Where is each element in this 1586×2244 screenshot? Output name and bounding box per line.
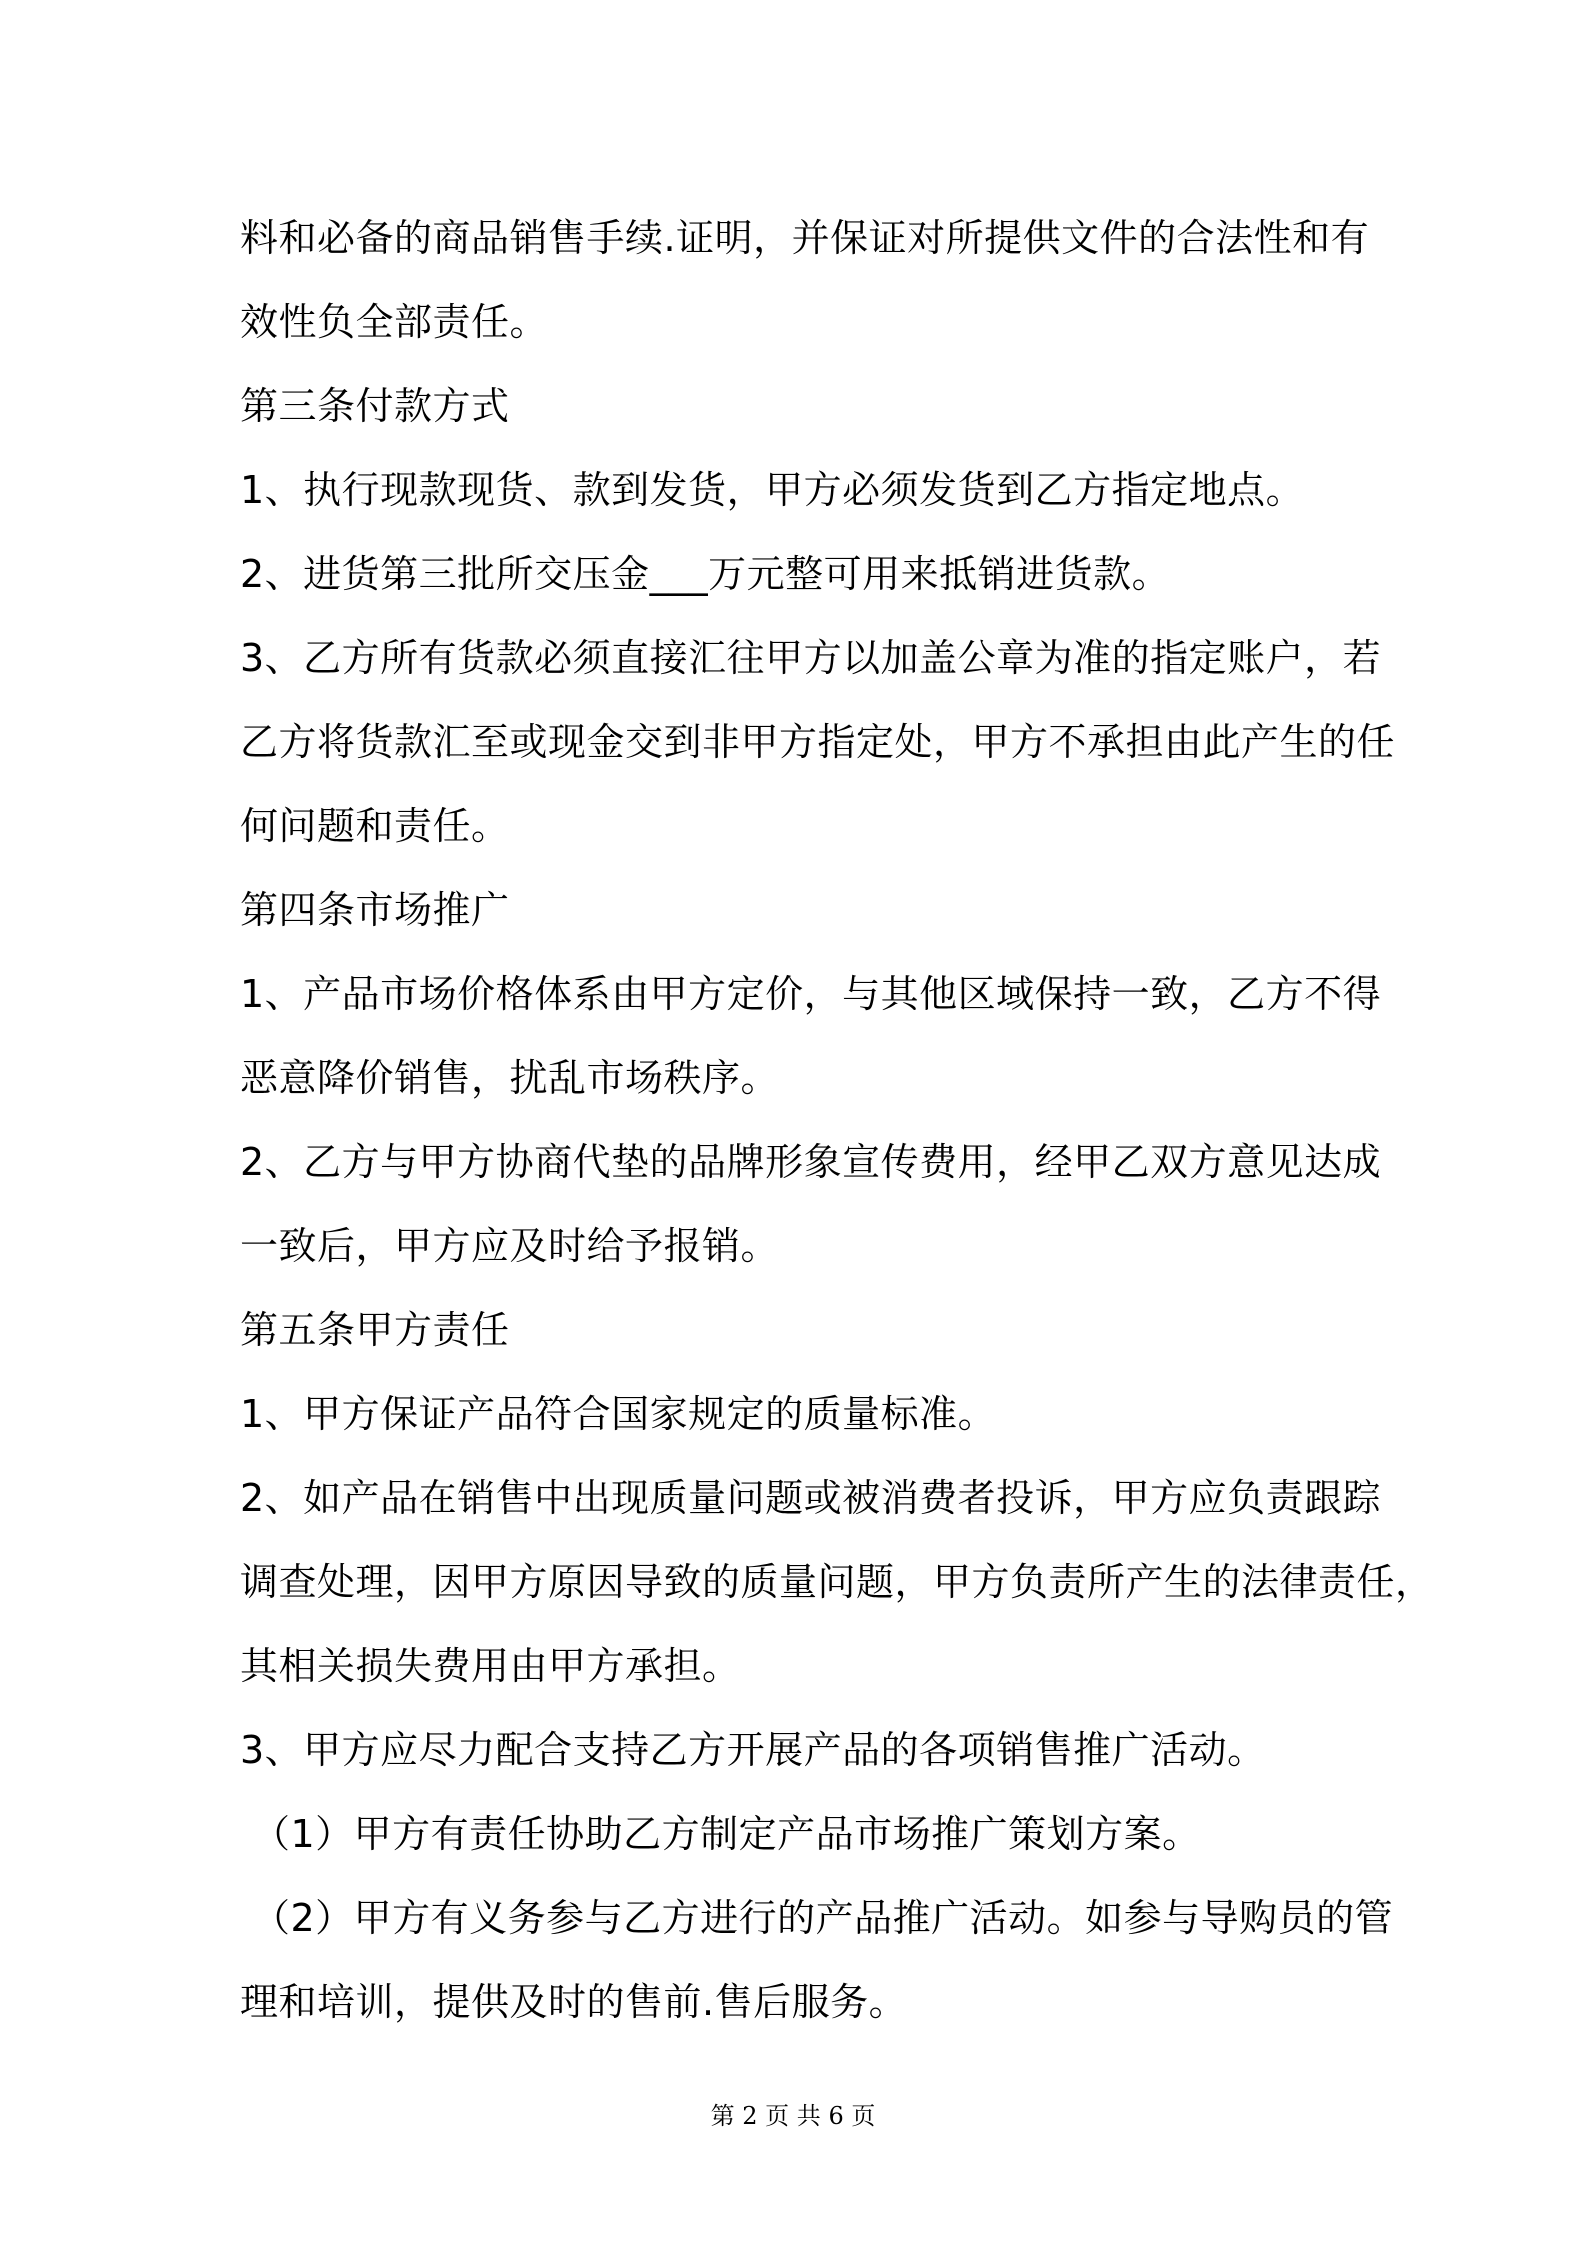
paragraph-line: 1、甲方保证产品符合国家规定的质量标准。 <box>240 1392 997 1436</box>
paragraph-line: 1、产品市场价格体系由甲方定价，与其他区域保持一致，乙方不得 <box>240 972 1382 1016</box>
paragraph-line: 何问题和责任。 <box>240 804 510 848</box>
section-heading: 第四条市场推广 <box>240 888 510 932</box>
paragraph-line: 效性负全部责任。 <box>240 300 549 344</box>
paragraph-line: 3、甲方应尽力配合支持乙方开展产品的各项销售推广活动。 <box>240 1728 1266 1772</box>
paragraph-line: 2、如产品在销售中出现质量问题或被消费者投诉，甲方应负责跟踪 <box>240 1476 1382 1520</box>
section-heading: 第五条甲方责任 <box>240 1308 510 1352</box>
paragraph-line: 一致后，甲方应及时给予报销。 <box>240 1224 780 1268</box>
list-item: （1）甲方有责任协助乙方制定产品市场推广策划方案。 <box>252 1812 1201 1856</box>
paragraph-line: 调查处理，因甲方原因导致的质量问题，甲方负责所产生的法律责任， <box>240 1560 1434 1604</box>
paragraph-line: 其相关损失费用由甲方承担。 <box>240 1644 741 1688</box>
document-body <box>240 196 1434 2044</box>
section-heading: 第三条付款方式 <box>240 384 510 428</box>
list-item: （2）甲方有义务参与乙方进行的产品推广活动。如参与导购员的管 <box>252 1896 1394 1940</box>
paragraph-line: 乙方将货款汇至或现金交到非甲方指定处，甲方不承担由此产生的任 <box>240 720 1396 764</box>
paragraph-line: 2、进货第三批所交压金___万元整可用来抵销进货款。 <box>240 552 1171 596</box>
paragraph-line: 理和培训，提供及时的售前.售后服务。 <box>240 1980 908 2024</box>
paragraph-line: 恶意降价销售，扰乱市场秩序。 <box>240 1056 780 1100</box>
paragraph-line: 料和必备的商品销售手续.证明，并保证对所提供文件的合法性和有 <box>240 216 1370 260</box>
paragraph-line: 2、乙方与甲方协商代垫的品牌形象宣传费用，经甲乙双方意见达成 <box>240 1140 1382 1184</box>
paragraph-line: 1、执行现款现货、款到发货，甲方必须发货到乙方指定地点。 <box>240 468 1305 512</box>
paragraph-line: 3、乙方所有货款必须直接汇往甲方以加盖公章为准的指定账户，若 <box>240 636 1382 680</box>
page-number-footer: 第 2 页 共 6 页 <box>710 2102 876 2130</box>
